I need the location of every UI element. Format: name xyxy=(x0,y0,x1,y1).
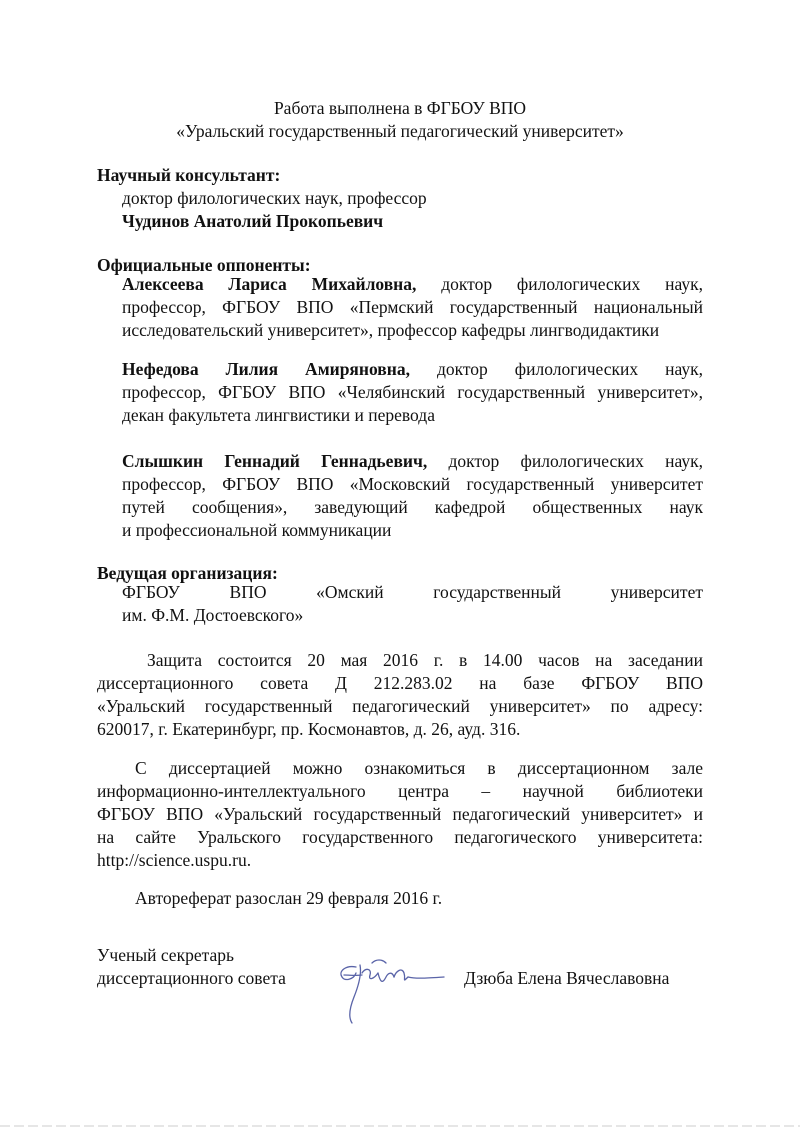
secretary-name: Дзюба Елена Вячеславовна xyxy=(464,968,670,988)
opponent-3-line-3: путей сообщения», заведующий кафедрой общественных наук xyxy=(122,497,703,517)
lead-org-line-2: им. Ф.М. Достоевского» xyxy=(122,605,304,625)
opponent-1 xyxy=(122,273,703,342)
secretary-title-line-1: Ученый секретарь xyxy=(97,945,234,965)
lead-org xyxy=(122,581,703,627)
defense-line-3: «Уральский государственный педагогический университет» по адресу: xyxy=(97,696,703,716)
lead-org-heading: Ведущая организация: xyxy=(97,563,278,583)
opponent-2 xyxy=(122,358,703,427)
defense-line-2: диссертационного совета Д 212.283.02 на базе ФГБОУ ВПО xyxy=(97,673,703,693)
opponent-3-line-2: профессор, ФГБОУ ВПО «Московский государственный университет xyxy=(122,474,703,494)
opponents-heading: Официальные оппоненты: xyxy=(97,255,311,275)
opponent-2-line-3: декан факультета лингвистики и перевода xyxy=(122,405,435,425)
signature-image xyxy=(332,945,452,1030)
opponent-2-line-1: доктор филологических наук, xyxy=(409,359,703,379)
opponent-3-line-1: доктор филологических наук, xyxy=(427,451,703,471)
defense-line-1: Защита состоится 20 мая 2016 г. в 14.00 часов на заседании xyxy=(147,650,703,670)
library-line-3: ФГБОУ ВПО «Уральский государственный педагогический университет» и xyxy=(97,804,703,824)
lead-org-line-1: ФГБОУ ВПО «Омский государственный университет xyxy=(122,582,703,602)
library-paragraph xyxy=(97,757,703,872)
secretary-title-line-2: диссертационного совета xyxy=(97,968,286,988)
opponent-1-line-3: исследовательский университет», профессор кафедры лингводидактики xyxy=(122,320,660,340)
opponent-3-name: Слышкин Геннадий Геннадьевич, xyxy=(122,451,428,471)
library-line-2: информационно-интеллектуального центра – научной библиотеки xyxy=(97,781,703,801)
library-line-1: С диссертацией можно ознакомиться в диссертационном зале xyxy=(135,758,703,778)
defense-line-4: 620017, г. Екатеринбург, пр. Космонавтов, д. 26, ауд. 316. xyxy=(97,719,521,739)
opponent-1-line-1: доктор филологических наук, xyxy=(416,274,704,294)
opponent-2-line-2: профессор, ФГБОУ ВПО «Челябинский государственный университет», xyxy=(122,382,703,402)
opponent-3 xyxy=(122,450,703,542)
header-line-2: «Уральский государственный педагогический университет» xyxy=(176,121,624,141)
consultant-heading: Научный консультант: xyxy=(97,165,281,185)
header-line-1: Работа выполнена в ФГБОУ ВПО xyxy=(273,98,527,118)
page-bottom-edge xyxy=(0,1125,800,1127)
consultant-degree: доктор филологических наук, профессор xyxy=(122,188,427,208)
defense-paragraph xyxy=(97,649,703,741)
library-line-4: на сайте Уральского государственного педагогического университета: xyxy=(97,827,703,847)
abstract-sent-date: Автореферат разослан 29 февраля 2016 г. xyxy=(135,888,443,908)
opponent-1-name: Алексеева Лариса Михайловна, xyxy=(122,274,417,294)
opponent-2-name: Нефедова Лилия Амиряновна, xyxy=(122,359,410,379)
consultant-name: Чудинов Анатолий Прокопьевич xyxy=(122,211,384,231)
opponent-1-line-2: профессор, ФГБОУ ВПО «Пермский государственный национальный xyxy=(122,297,703,317)
opponent-3-line-4: и профессиональной коммуникации xyxy=(122,520,392,540)
library-line-5: http://science.uspu.ru. xyxy=(97,850,252,870)
